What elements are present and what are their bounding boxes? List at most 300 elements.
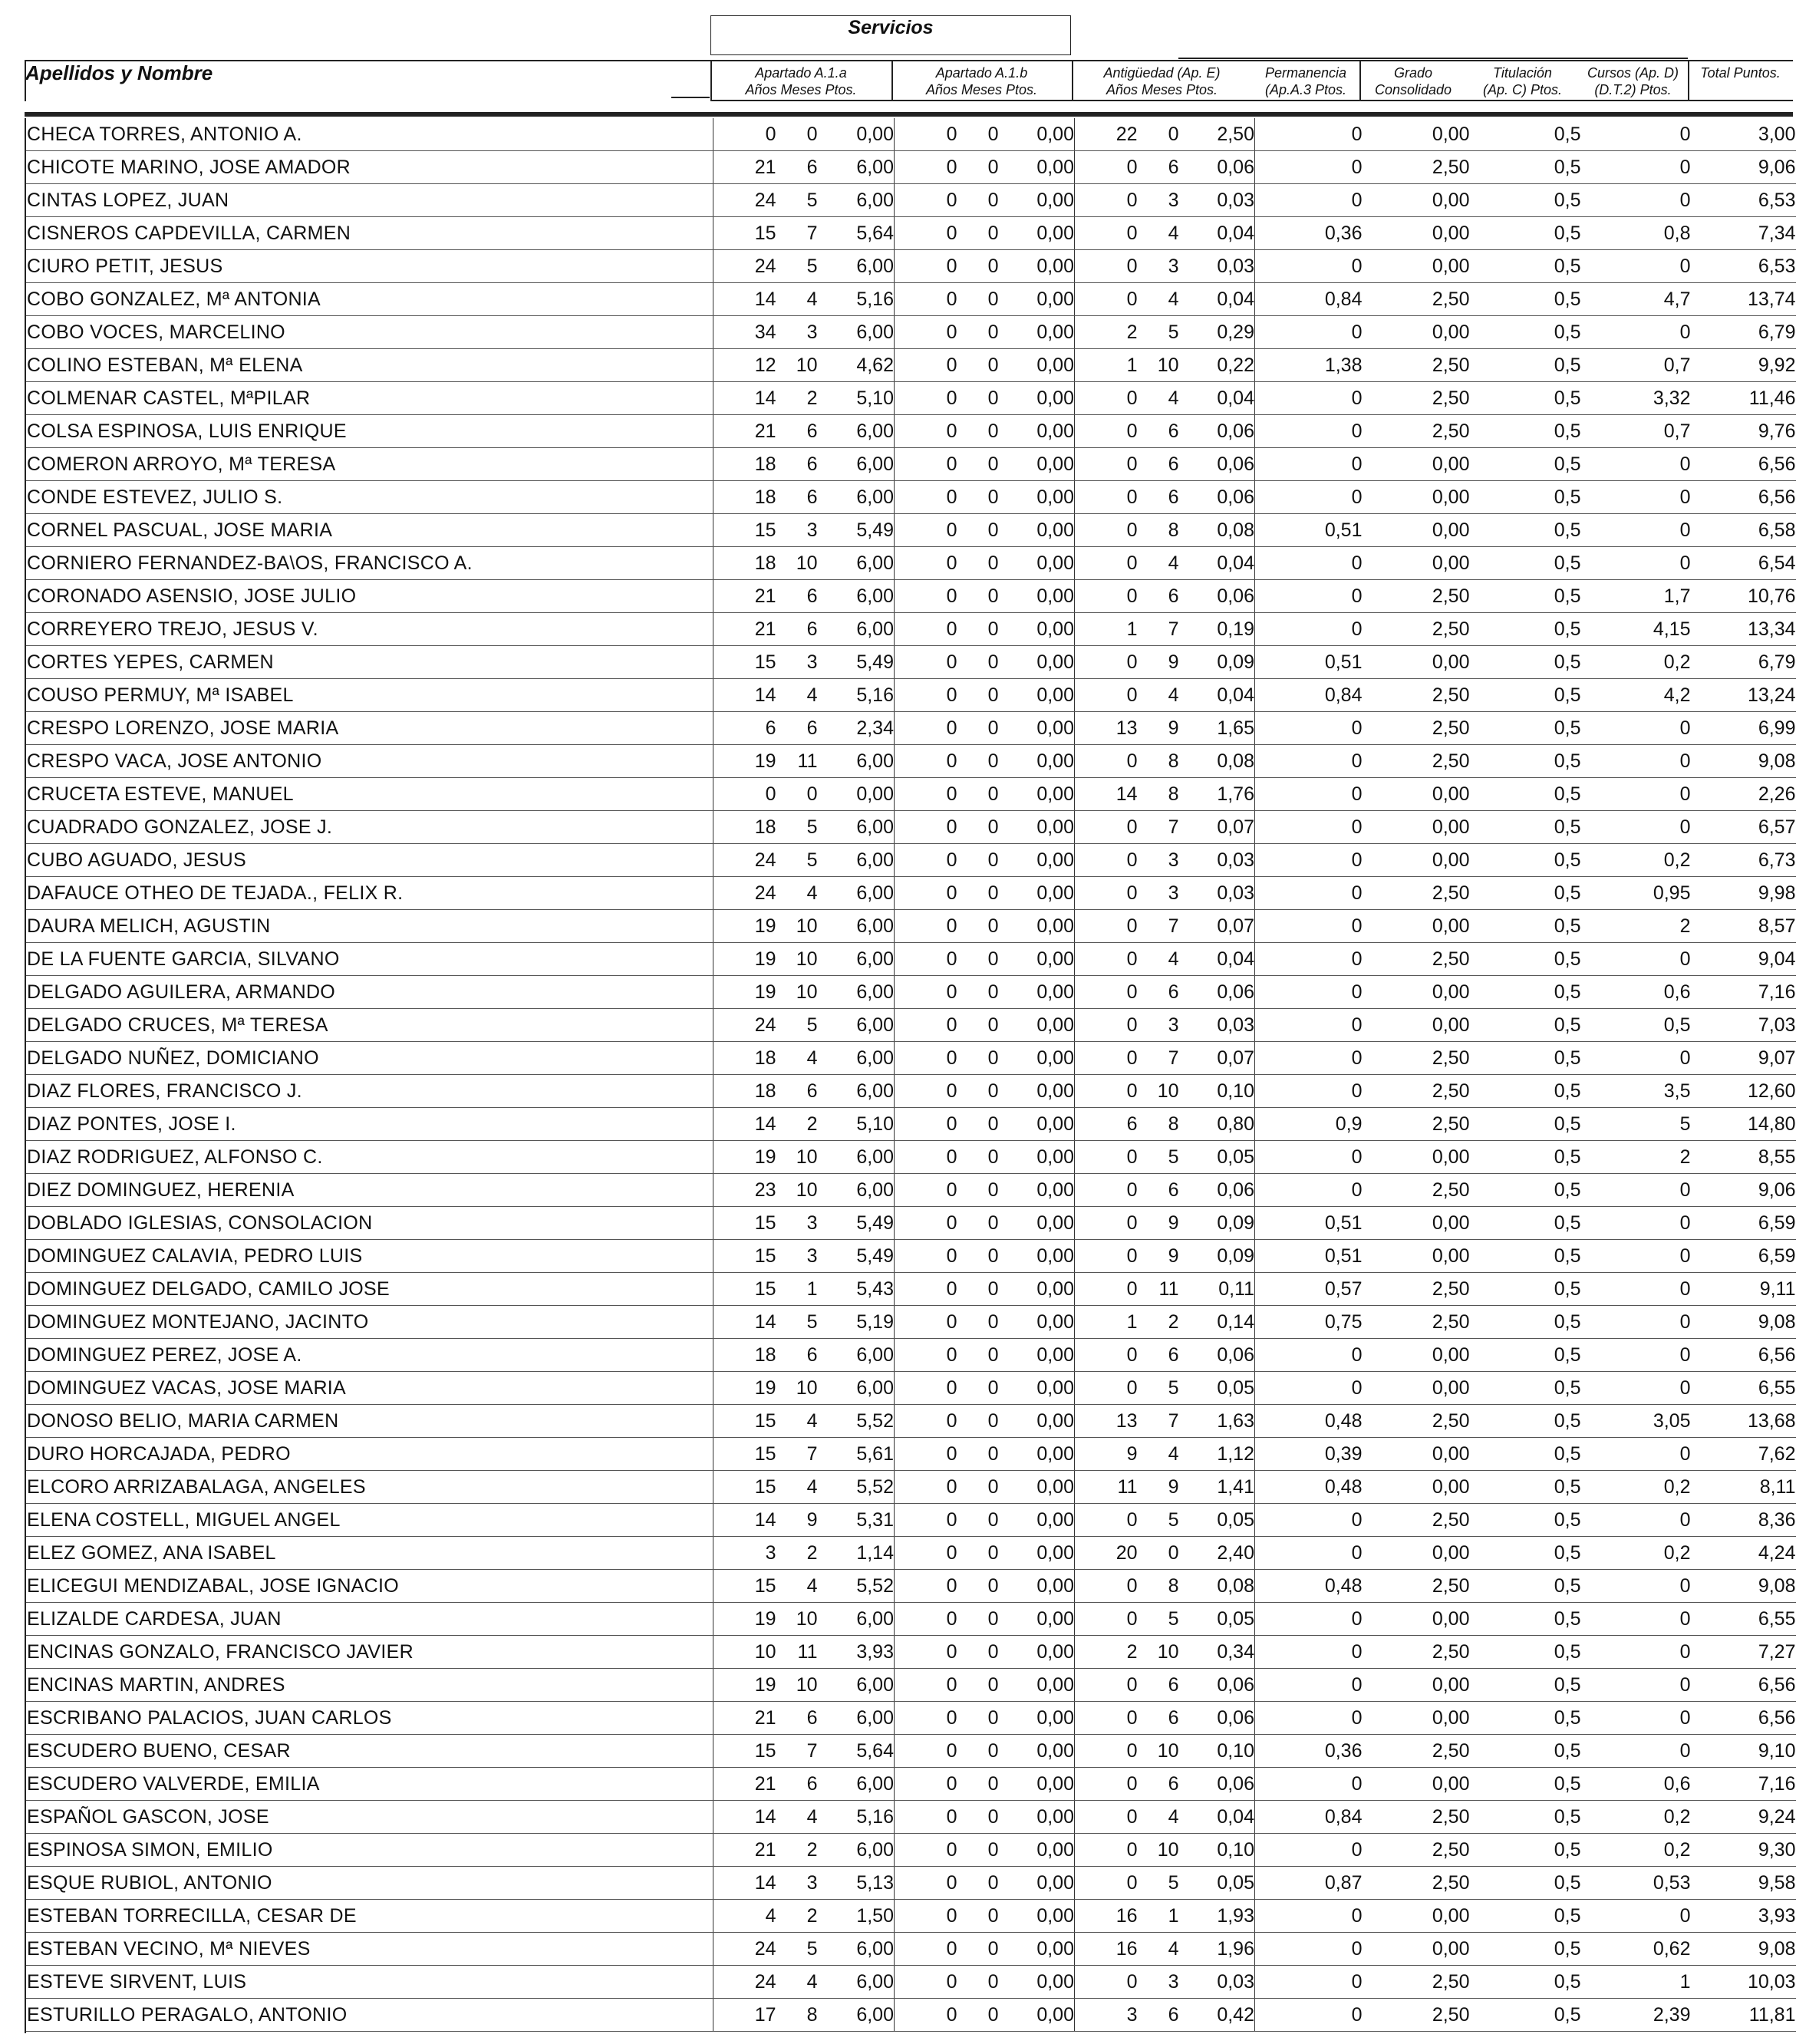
table-row <box>25 184 1796 217</box>
cell-value: 11,81 <box>1691 1999 1796 2032</box>
cell-value: 0 <box>895 1999 957 2032</box>
cell-value: 0 <box>895 349 957 382</box>
cell-name: DELGADO CRUCES, Mª TERESA <box>25 1009 713 1042</box>
cell-value: 2 <box>776 382 818 415</box>
cell-value: 24 <box>713 1933 776 1966</box>
cell-value: 0,5 <box>1470 613 1581 646</box>
cell-value: 0,10 <box>1179 1075 1255 1108</box>
cell-value: 0 <box>713 118 776 151</box>
cell-name: COUSO PERMUY, Mª ISABEL <box>25 679 713 712</box>
cell-value: 0,00 <box>1363 1603 1470 1636</box>
cell-value: 0,00 <box>999 1009 1075 1042</box>
cell-value: 0,00 <box>1363 217 1470 250</box>
cell-value: 0,06 <box>1179 1768 1255 1801</box>
cell-name: CORNIERO FERNANDEZ-BA\OS, FRANCISCO A. <box>25 547 713 580</box>
cell-value: 0,00 <box>999 679 1075 712</box>
cell-value: 0 <box>1075 1240 1138 1273</box>
cell-value: 0,84 <box>1255 679 1363 712</box>
cell-value: 24 <box>713 844 776 877</box>
cell-value: 0,00 <box>1363 1240 1470 1273</box>
cell-value: 0,06 <box>1179 415 1255 448</box>
col-header-permanencia-line2: (Ap.A.3 Ptos. <box>1264 82 1347 97</box>
cell-value: 0,00 <box>999 1504 1075 1537</box>
header-upper-rule <box>1178 58 1688 59</box>
cell-value: 6 <box>776 1075 818 1108</box>
cell-value: 0 <box>895 1438 957 1471</box>
table-row <box>25 382 1796 415</box>
cell-name: ESCRIBANO PALACIOS, JUAN CARLOS <box>25 1702 713 1735</box>
cell-value: 0 <box>1075 1834 1138 1867</box>
cell-value: 0,5 <box>1470 811 1581 844</box>
cell-value: 0,7 <box>1581 415 1691 448</box>
cell-value: 1,38 <box>1255 349 1363 382</box>
cell-value: 4 <box>776 1570 818 1603</box>
cell-value: 0 <box>957 1405 999 1438</box>
cell-value: 10 <box>776 976 818 1009</box>
cell-value: 0,00 <box>1363 778 1470 811</box>
table-row <box>25 877 1796 910</box>
cell-value: 0,00 <box>1363 1537 1470 1570</box>
cell-value: 10 <box>776 1174 818 1207</box>
cell-value: 0 <box>1075 910 1138 943</box>
cell-value: 6,54 <box>1691 547 1796 580</box>
cell-value: 2,50 <box>1363 712 1470 745</box>
cell-value: 0,00 <box>999 1141 1075 1174</box>
cell-value: 6,00 <box>818 943 895 976</box>
cell-value: 8 <box>1138 778 1179 811</box>
cell-value: 4 <box>776 1405 818 1438</box>
cell-value: 2 <box>1138 1306 1179 1339</box>
cell-value: 0,00 <box>999 1999 1075 2032</box>
cell-value: 7 <box>776 1735 818 1768</box>
table-row <box>25 448 1796 481</box>
cell-value: 0,00 <box>999 1042 1075 1075</box>
col-header-a1a-line1: Apartado A.1.a <box>755 65 847 81</box>
cell-value: 0 <box>1255 1768 1363 1801</box>
cell-value: 0,5 <box>1470 1933 1581 1966</box>
cell-value: 0,5 <box>1470 778 1581 811</box>
header-top-rule <box>25 60 1793 61</box>
cell-value: 0 <box>895 1570 957 1603</box>
cell-value: 0,53 <box>1581 1867 1691 1900</box>
cell-name: DOMINGUEZ PEREZ, JOSE A. <box>25 1339 713 1372</box>
cell-value: 9 <box>1138 1207 1179 1240</box>
cell-value: 0,8 <box>1581 217 1691 250</box>
cell-value: 0,5 <box>1470 877 1581 910</box>
cell-value: 0,00 <box>999 844 1075 877</box>
cell-value: 8 <box>1138 745 1179 778</box>
cell-value: 0 <box>1075 184 1138 217</box>
cell-value: 3 <box>1138 877 1179 910</box>
table-row <box>25 1240 1796 1273</box>
table-row <box>25 1042 1796 1075</box>
cell-value: 0,04 <box>1179 382 1255 415</box>
table-row <box>25 1075 1796 1108</box>
cell-value: 2 <box>776 1108 818 1141</box>
cell-value: 10 <box>776 1669 818 1702</box>
cell-value: 5,49 <box>818 646 895 679</box>
cell-value: 0,19 <box>1179 613 1255 646</box>
cell-value: 5,31 <box>818 1504 895 1537</box>
cell-value: 0 <box>1581 1372 1691 1405</box>
cell-value: 0,00 <box>999 613 1075 646</box>
cell-value: 0,00 <box>999 1669 1075 1702</box>
cell-value: 0 <box>895 745 957 778</box>
cell-value: 6,00 <box>818 1042 895 1075</box>
cell-value: 0,07 <box>1179 1042 1255 1075</box>
cell-value: 3 <box>776 646 818 679</box>
cell-value: 1,63 <box>1179 1405 1255 1438</box>
cell-value: 2,50 <box>1363 349 1470 382</box>
cell-value: 3 <box>776 514 818 547</box>
cell-value: 0 <box>1581 1273 1691 1306</box>
cell-value: 0 <box>1581 1240 1691 1273</box>
cell-value: 0,2 <box>1581 1537 1691 1570</box>
table-row <box>25 1702 1796 1735</box>
cell-value: 24 <box>713 1966 776 1999</box>
cell-value: 24 <box>713 1009 776 1042</box>
cell-value: 10 <box>1138 1834 1179 1867</box>
cell-value: 0,00 <box>999 1636 1075 1669</box>
cell-value: 21 <box>713 1834 776 1867</box>
cell-value: 4,24 <box>1691 1537 1796 1570</box>
cell-value: 1,12 <box>1179 1438 1255 1471</box>
cell-value: 14 <box>1075 778 1138 811</box>
cell-value: 1,50 <box>818 1900 895 1933</box>
cell-value: 6 <box>1138 415 1179 448</box>
cell-value: 2,50 <box>1363 1834 1470 1867</box>
cell-value: 0,04 <box>1179 1801 1255 1834</box>
cell-value: 0 <box>1581 151 1691 184</box>
cell-value: 5,52 <box>818 1570 895 1603</box>
cell-value: 0,09 <box>1179 1240 1255 1273</box>
cell-value: 0 <box>895 1702 957 1735</box>
cell-value: 16 <box>1075 1900 1138 1933</box>
cell-value: 8,11 <box>1691 1471 1796 1504</box>
cell-value: 0,08 <box>1179 745 1255 778</box>
cell-value: 0,00 <box>999 1306 1075 1339</box>
cell-value: 0,22 <box>1179 349 1255 382</box>
cell-value: 11 <box>1075 1471 1138 1504</box>
cell-value: 0 <box>1075 1141 1138 1174</box>
cell-value: 0 <box>957 1999 999 2032</box>
cell-value: 6,00 <box>818 877 895 910</box>
cell-value: 0 <box>957 1141 999 1174</box>
cell-value: 5 <box>776 811 818 844</box>
cell-value: 0,00 <box>1363 1009 1470 1042</box>
cell-value: 0 <box>957 1471 999 1504</box>
cell-value: 0 <box>895 250 957 283</box>
cell-value: 7 <box>776 1438 818 1471</box>
table-row <box>25 1471 1796 1504</box>
cell-value: 0 <box>776 778 818 811</box>
cell-value: 0 <box>1255 1339 1363 1372</box>
cell-value: 6,00 <box>818 745 895 778</box>
cell-value: 0 <box>957 547 999 580</box>
cell-value: 6,00 <box>818 910 895 943</box>
cell-value: 0,5 <box>1470 1273 1581 1306</box>
cell-value: 5,43 <box>818 1273 895 1306</box>
cell-value: 0 <box>895 1372 957 1405</box>
table-row <box>25 349 1796 382</box>
cell-value: 0 <box>1075 811 1138 844</box>
cell-name: DOMINGUEZ CALAVIA, PEDRO LUIS <box>25 1240 713 1273</box>
cell-value: 0 <box>1075 745 1138 778</box>
cell-value: 0 <box>1581 1438 1691 1471</box>
cell-value: 0 <box>1075 1504 1138 1537</box>
cell-value: 6,73 <box>1691 844 1796 877</box>
table-row <box>25 976 1796 1009</box>
col-header-cursos-line2: (D.T.2) Ptos. <box>1594 82 1672 97</box>
cell-value: 18 <box>713 481 776 514</box>
cell-value: 0 <box>1255 448 1363 481</box>
table-row <box>25 1999 1796 2032</box>
cell-value: 7 <box>1138 1042 1179 1075</box>
cell-value: 6,79 <box>1691 646 1796 679</box>
cell-value: 0 <box>895 1471 957 1504</box>
cell-name: CORONADO ASENSIO, JOSE JULIO <box>25 580 713 613</box>
cell-value: 5 <box>1138 1372 1179 1405</box>
cell-value: 0,00 <box>1363 1933 1470 1966</box>
cell-value: 24 <box>713 250 776 283</box>
cell-name: CONDE ESTEVEZ, JULIO S. <box>25 481 713 514</box>
cell-value: 0 <box>957 1570 999 1603</box>
cell-value: 9,98 <box>1691 877 1796 910</box>
cell-value: 4 <box>1138 547 1179 580</box>
table-row <box>25 613 1796 646</box>
header-bottom-rule <box>710 100 1793 101</box>
cell-value: 0,00 <box>999 1900 1075 1933</box>
cell-value: 0,00 <box>818 118 895 151</box>
cell-value: 19 <box>713 1603 776 1636</box>
cell-value: 2,50 <box>1363 877 1470 910</box>
cell-value: 2,50 <box>1363 382 1470 415</box>
cell-value: 0 <box>1255 1966 1363 1999</box>
col-header-cursos <box>1578 64 1688 98</box>
cell-value: 9,08 <box>1691 1933 1796 1966</box>
cell-name: COLMENAR CASTEL, MªPILAR <box>25 382 713 415</box>
cell-value: 0,00 <box>999 1603 1075 1636</box>
cell-value: 6 <box>1138 1999 1179 2032</box>
cell-value: 10 <box>776 1141 818 1174</box>
name-column-header: Apellidos y Nombre <box>25 61 213 84</box>
cell-value: 0 <box>957 844 999 877</box>
cell-value: 3 <box>776 316 818 349</box>
cell-value: 15 <box>713 1207 776 1240</box>
cell-value: 0,00 <box>999 1075 1075 1108</box>
cell-value: 14 <box>713 1801 776 1834</box>
cell-value: 0,51 <box>1255 514 1363 547</box>
cell-value: 0,42 <box>1179 1999 1255 2032</box>
cell-value: 0,00 <box>999 1405 1075 1438</box>
cell-name: ESPINOSA SIMON, EMILIO <box>25 1834 713 1867</box>
col-header-a1b-line2: Años Meses Ptos. <box>925 82 1038 97</box>
cell-value: 18 <box>713 811 776 844</box>
cell-value: 5,10 <box>818 382 895 415</box>
table-row <box>25 910 1796 943</box>
cell-value: 2,34 <box>818 712 895 745</box>
cell-name: CUADRADO GONZALEZ, JOSE J. <box>25 811 713 844</box>
cell-value: 0,08 <box>1179 1570 1255 1603</box>
cell-name: CIURO PETIT, JESUS <box>25 250 713 283</box>
cell-value: 0,00 <box>999 910 1075 943</box>
cell-value: 0,07 <box>1179 811 1255 844</box>
cell-value: 0,5 <box>1470 1306 1581 1339</box>
cell-value: 3 <box>1138 844 1179 877</box>
cell-value: 5,13 <box>818 1867 895 1900</box>
cell-value: 2,50 <box>1363 1405 1470 1438</box>
cell-value: 10 <box>713 1636 776 1669</box>
header-thick-rule <box>25 112 1793 117</box>
table-row <box>25 646 1796 679</box>
cell-value: 0 <box>1255 844 1363 877</box>
cell-value: 15 <box>713 1405 776 1438</box>
cell-value: 0,5 <box>1470 1867 1581 1900</box>
cell-value: 0,5 <box>1470 415 1581 448</box>
cell-value: 24 <box>713 184 776 217</box>
cell-value: 0,5 <box>1470 349 1581 382</box>
table-row <box>25 1867 1796 1900</box>
cell-value: 0,00 <box>1363 844 1470 877</box>
cell-value: 6,56 <box>1691 448 1796 481</box>
cell-name: COLSA ESPINOSA, LUIS ENRIQUE <box>25 415 713 448</box>
cell-value: 0 <box>1581 1174 1691 1207</box>
cell-value: 0,00 <box>999 1207 1075 1240</box>
cell-value: 6,00 <box>818 811 895 844</box>
cell-name: ESCUDERO VALVERDE, EMILIA <box>25 1768 713 1801</box>
cell-value: 0 <box>1581 1504 1691 1537</box>
cell-value: 0,5 <box>1470 1570 1581 1603</box>
cell-value: 0,03 <box>1179 1009 1255 1042</box>
cell-value: 0 <box>1255 943 1363 976</box>
cell-value: 0 <box>1255 184 1363 217</box>
col-header-a1b <box>891 64 1072 98</box>
cell-value: 0,5 <box>1470 1174 1581 1207</box>
cell-value: 0,06 <box>1179 448 1255 481</box>
cell-value: 9,92 <box>1691 349 1796 382</box>
cell-value: 0,00 <box>999 1933 1075 1966</box>
cell-value: 0 <box>895 1075 957 1108</box>
cell-value: 8,57 <box>1691 910 1796 943</box>
cell-value: 0,00 <box>1363 514 1470 547</box>
cell-value: 0,00 <box>999 481 1075 514</box>
cell-value: 2,50 <box>1363 1174 1470 1207</box>
cell-value: 9,06 <box>1691 1174 1796 1207</box>
cell-value: 0,48 <box>1255 1405 1363 1438</box>
cell-value: 0 <box>1581 316 1691 349</box>
cell-name: DOMINGUEZ VACAS, JOSE MARIA <box>25 1372 713 1405</box>
cell-value: 0,5 <box>1470 547 1581 580</box>
cell-value: 0,10 <box>1179 1735 1255 1768</box>
cell-value: 0,5 <box>1470 1405 1581 1438</box>
cell-value: 6,00 <box>818 1999 895 2032</box>
cell-value: 0,03 <box>1179 1966 1255 1999</box>
cell-value: 0,00 <box>1363 1372 1470 1405</box>
cell-value: 0,00 <box>999 283 1075 316</box>
cell-value: 15 <box>713 1240 776 1273</box>
servicios-group-title: Servicios <box>848 17 934 38</box>
cell-value: 0,03 <box>1179 184 1255 217</box>
cell-value: 0 <box>1581 811 1691 844</box>
cell-value: 19 <box>713 976 776 1009</box>
cell-value: 4 <box>1138 1933 1179 1966</box>
cell-value: 6 <box>1138 1339 1179 1372</box>
cell-value: 6,00 <box>818 1141 895 1174</box>
header-left-edge <box>25 60 26 101</box>
cell-value: 0 <box>895 448 957 481</box>
cell-value: 6,79 <box>1691 316 1796 349</box>
cell-value: 0,48 <box>1255 1570 1363 1603</box>
cell-value: 0 <box>957 1669 999 1702</box>
cell-value: 0 <box>895 580 957 613</box>
cell-value: 0 <box>1075 382 1138 415</box>
cell-value: 0 <box>1255 415 1363 448</box>
cell-value: 0,06 <box>1179 481 1255 514</box>
cell-value: 0 <box>1255 778 1363 811</box>
cell-value: 5 <box>1138 1141 1179 1174</box>
cell-value: 6,00 <box>818 448 895 481</box>
cell-value: 3 <box>1075 1999 1138 2032</box>
cell-value: 4 <box>776 877 818 910</box>
cell-value: 5 <box>776 250 818 283</box>
cell-name: DIAZ RODRIGUEZ, ALFONSO C. <box>25 1141 713 1174</box>
col-header-antiguedad-line2: Años Meses Ptos. <box>1106 82 1218 97</box>
cell-value: 0 <box>1075 1801 1138 1834</box>
cell-value: 0,5 <box>1470 1702 1581 1735</box>
cell-value: 2,50 <box>1363 1966 1470 1999</box>
cell-value: 0 <box>1581 250 1691 283</box>
cell-value: 20 <box>1075 1537 1138 1570</box>
cell-value: 3 <box>1138 1966 1179 1999</box>
cell-value: 0 <box>1075 1207 1138 1240</box>
cell-value: 0 <box>895 1768 957 1801</box>
col-header-titulacion-line2: (Ap. C) Ptos. <box>1482 82 1563 97</box>
cell-value: 0,00 <box>999 1537 1075 1570</box>
cell-value: 1 <box>1075 613 1138 646</box>
cell-value: 0,5 <box>1470 382 1581 415</box>
cell-value: 0 <box>1075 448 1138 481</box>
cell-value: 0 <box>895 1504 957 1537</box>
cell-value: 0 <box>957 1735 999 1768</box>
table-row <box>25 1537 1796 1570</box>
cell-name: DOBLADO IGLESIAS, CONSOLACION <box>25 1207 713 1240</box>
cell-value: 0,00 <box>999 1438 1075 1471</box>
cell-value: 6,00 <box>818 1966 895 1999</box>
cell-value: 0,2 <box>1581 1834 1691 1867</box>
cell-value: 11 <box>1138 1273 1179 1306</box>
cell-name: ESTEBAN VECINO, Mª NIEVES <box>25 1933 713 1966</box>
cell-value: 4 <box>1138 1801 1179 1834</box>
cell-value: 10 <box>776 910 818 943</box>
cell-value: 0,51 <box>1255 1207 1363 1240</box>
cell-value: 18 <box>713 448 776 481</box>
cell-value: 6,00 <box>818 1669 895 1702</box>
cell-value: 9 <box>1138 1471 1179 1504</box>
cell-value: 9,30 <box>1691 1834 1796 1867</box>
cell-value: 18 <box>713 547 776 580</box>
cell-value: 0 <box>1075 1042 1138 1075</box>
cell-value: 5 <box>776 1306 818 1339</box>
table-row <box>25 151 1796 184</box>
cell-value: 7,03 <box>1691 1009 1796 1042</box>
cell-value: 6,53 <box>1691 184 1796 217</box>
cell-value: 0,00 <box>999 1966 1075 1999</box>
cell-value: 9,58 <box>1691 1867 1796 1900</box>
cell-value: 0 <box>1075 943 1138 976</box>
cell-value: 0 <box>957 1537 999 1570</box>
col-header-grado <box>1359 64 1467 98</box>
cell-value: 19 <box>713 910 776 943</box>
